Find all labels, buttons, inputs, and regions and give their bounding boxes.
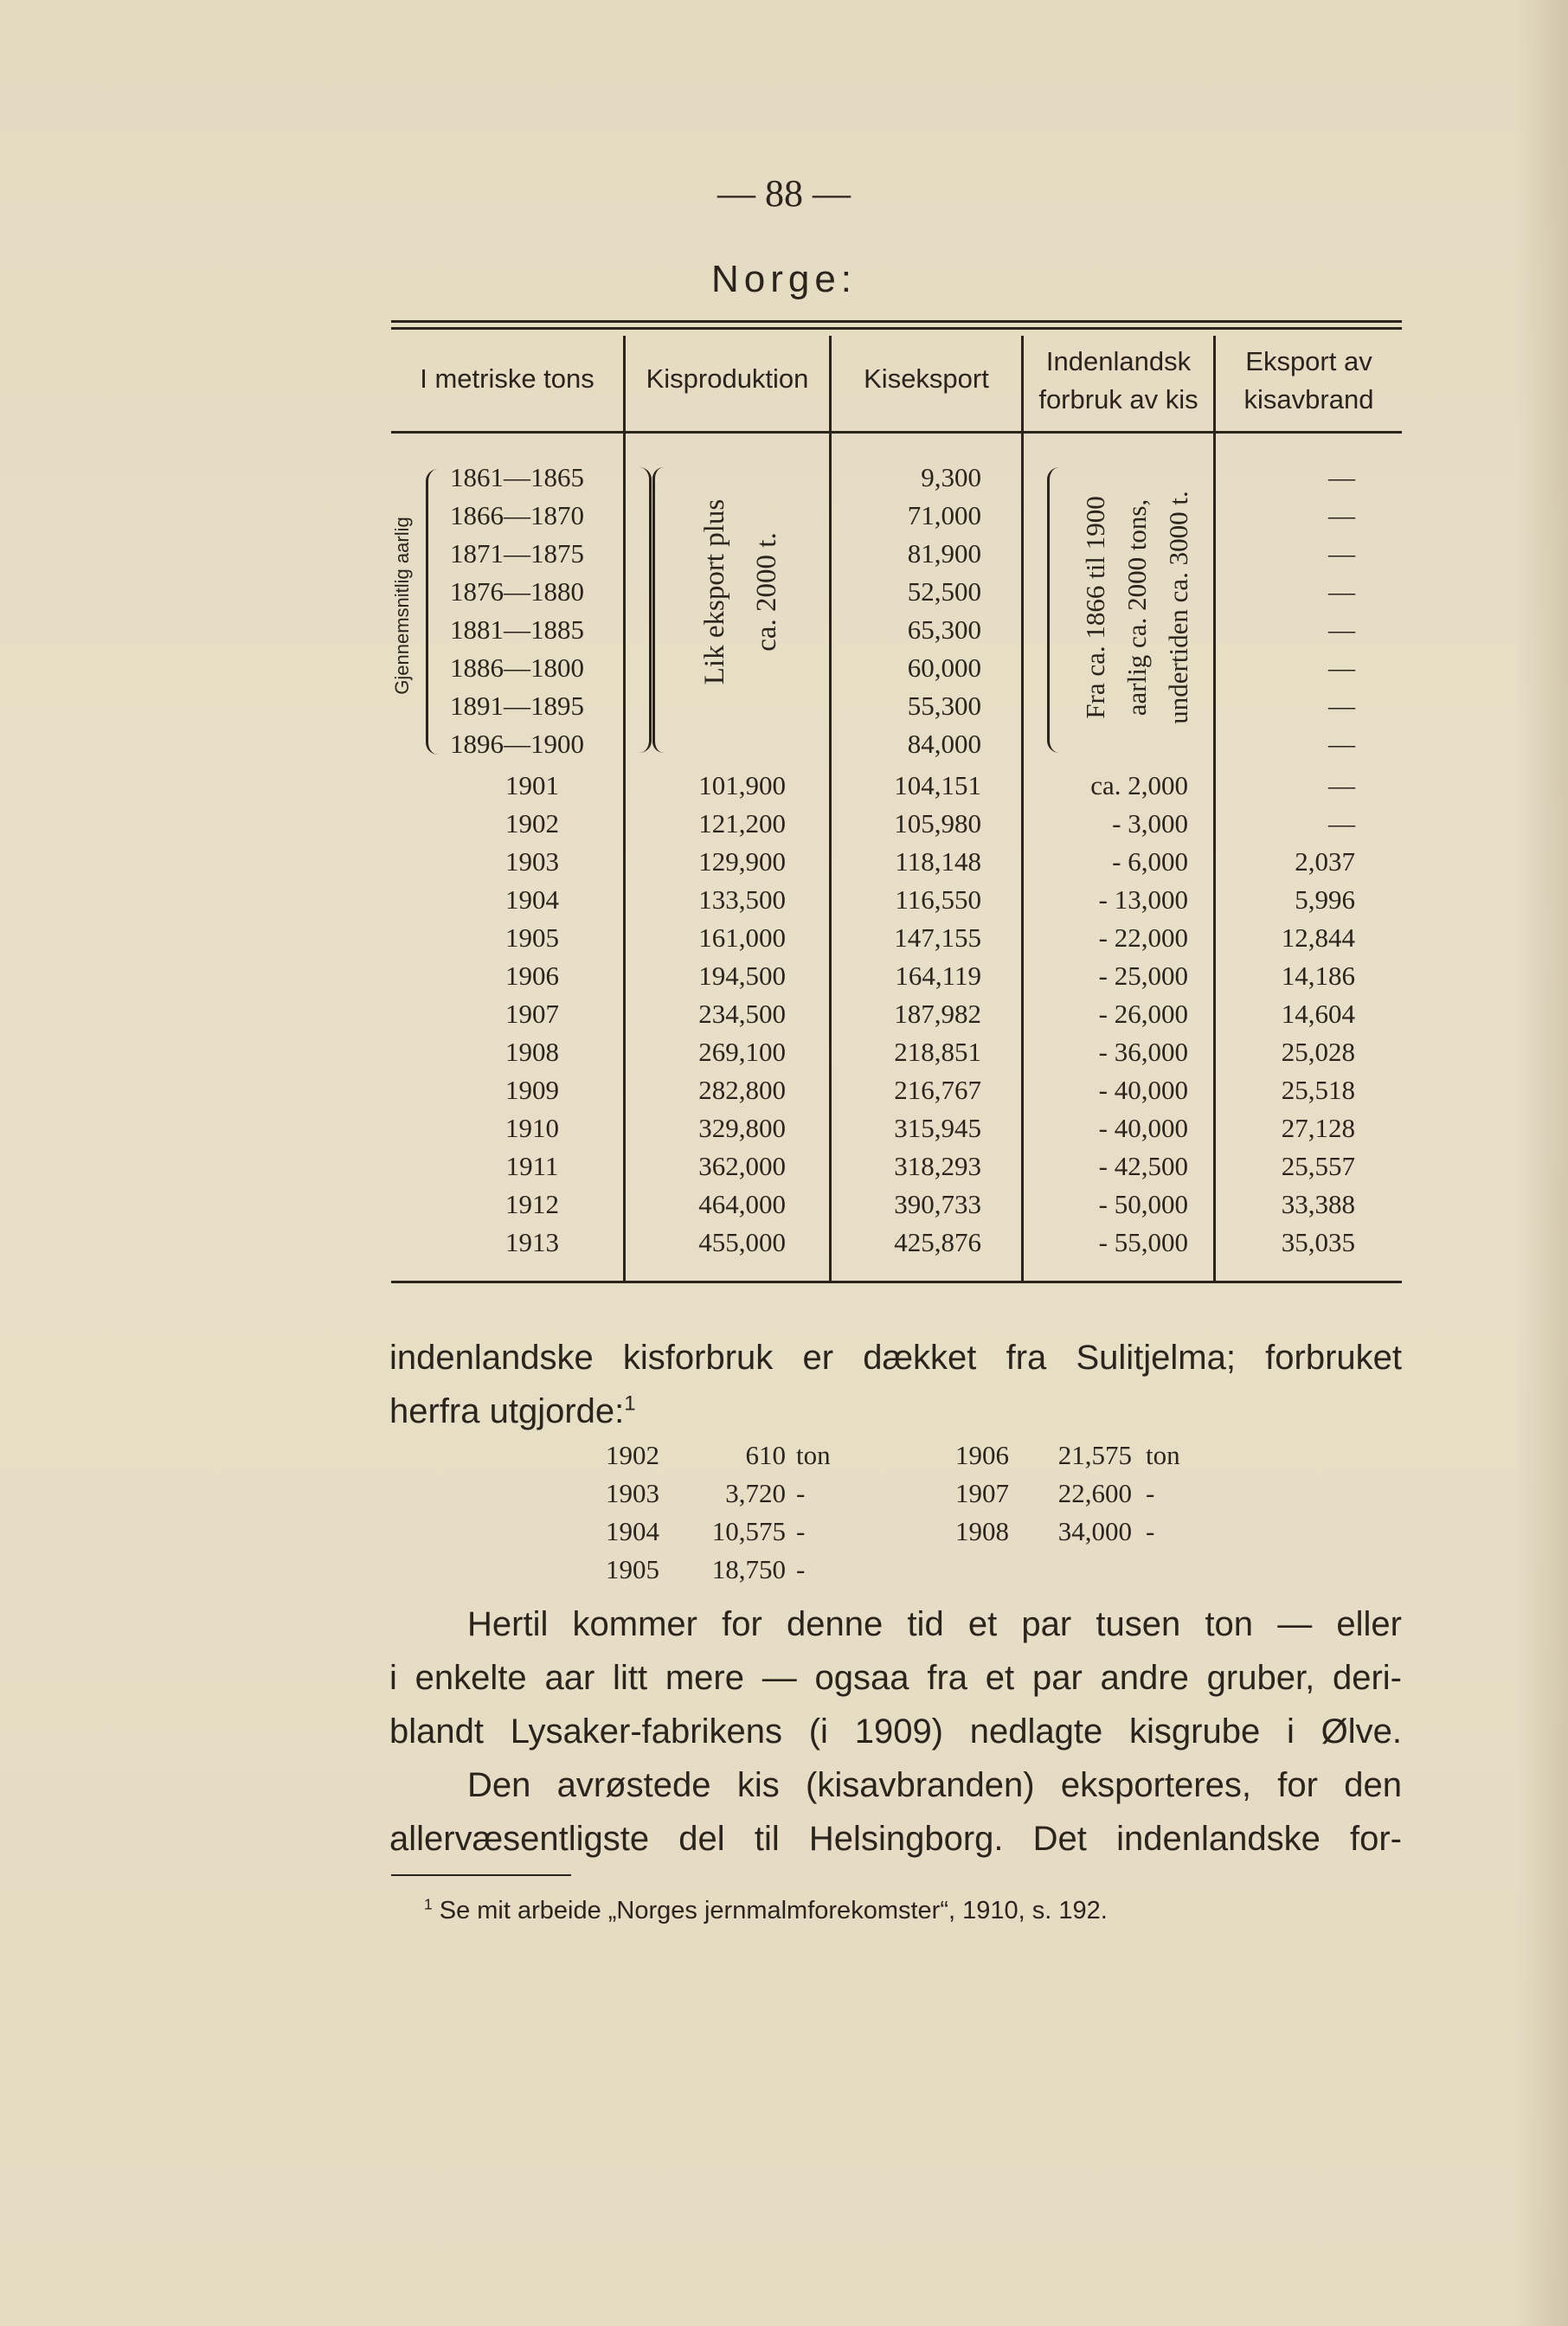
header-brand-line2: kisavbrand	[1243, 384, 1374, 414]
brand-value: —	[1328, 691, 1355, 721]
brand-value: 12,844	[1281, 922, 1355, 953]
export-value: 390,733	[894, 1189, 981, 1219]
sulitjelma-year: 1904	[606, 1516, 659, 1546]
sulitjelma-unit: ton	[796, 1440, 831, 1470]
brand-value: 2,037	[1295, 846, 1355, 877]
average-side-label: Gjennemsnitlig aarlig	[391, 517, 413, 695]
brand-value: 27,128	[1281, 1113, 1355, 1143]
section-title: Norge:	[710, 258, 858, 300]
production-value: 129,900	[698, 846, 786, 877]
brand-value: —	[1328, 614, 1355, 645]
header-domestic-line2: forbruk av kis	[1038, 384, 1198, 414]
export-value: 318,293	[894, 1151, 981, 1181]
export-value: 187,982	[894, 999, 981, 1029]
paragraph-line: i enkelte aar litt mere — ogsaa fra et par andre gruber, deri-	[389, 1659, 1402, 1697]
sulitjelma-unit: -	[796, 1478, 806, 1508]
sulitjelma-year: 1905	[606, 1554, 659, 1584]
brand-value: 14,186	[1281, 961, 1355, 991]
domestic-value: - 13,000	[1098, 884, 1188, 915]
production-value: 329,800	[698, 1113, 786, 1143]
domestic-note-line2: aarlig ca. 2000 tons,	[1121, 498, 1152, 716]
sulitjelma-year: 1907	[955, 1478, 1009, 1508]
sulitjelma-amount: 10,575	[711, 1516, 786, 1546]
sulitjelma-amount: 22,600	[1057, 1478, 1132, 1508]
year-label: 1907	[505, 999, 559, 1029]
year-label: 1913	[505, 1227, 559, 1257]
table-top-rule	[391, 320, 1402, 323]
page-number: — 88 —	[717, 172, 851, 215]
production-note-line2: ca. 2000 t.	[751, 532, 782, 652]
domestic-value: - 36,000	[1098, 1037, 1188, 1067]
sulitjelma-year: 1903	[606, 1478, 659, 1508]
year-label: 1903	[505, 846, 559, 877]
export-value: 81,900	[907, 538, 981, 569]
brand-value: —	[1328, 652, 1355, 683]
production-value: 269,100	[698, 1037, 786, 1067]
export-value: 118,148	[895, 846, 981, 877]
column-divider	[1021, 336, 1024, 1281]
sulitjelma-amount: 34,000	[1057, 1516, 1132, 1546]
header-metric-tons: I metriske tons	[420, 363, 594, 394]
brand-value: 14,604	[1281, 999, 1355, 1029]
period-label: 1866—1870	[450, 500, 584, 530]
export-value: 71,000	[907, 500, 981, 530]
domestic-value: - 50,000	[1098, 1189, 1188, 1219]
footnote-number: 1	[424, 1895, 433, 1913]
year-label: 1912	[505, 1189, 559, 1219]
export-value: 164,119	[895, 961, 981, 991]
period-label: 1876—1880	[450, 576, 584, 607]
footnote-text: Se mit arbeide „Norges jernmalmforekomster“, 1910, s. 192.	[439, 1897, 1108, 1924]
export-value: 104,151	[894, 770, 981, 800]
average-bracket	[426, 469, 440, 755]
domestic-value: - 40,000	[1098, 1075, 1188, 1105]
period-label: 1886—1800	[450, 652, 584, 683]
production-value: 194,500	[698, 961, 786, 991]
production-value: 464,000	[698, 1189, 786, 1219]
year-label: 1908	[505, 1037, 559, 1067]
year-label: 1901	[505, 770, 559, 800]
production-note-line1: Lik eksport plus	[699, 498, 730, 685]
footnote-rule	[391, 1874, 571, 1876]
domestic-value: - 3,000	[1112, 808, 1188, 839]
production-note-bracket	[637, 467, 652, 753]
export-value: 218,851	[894, 1037, 981, 1067]
brand-value: 25,028	[1281, 1037, 1355, 1067]
sulitjelma-amount: 18,750	[711, 1554, 786, 1584]
domestic-value: - 55,000	[1098, 1227, 1188, 1257]
domestic-note-line3: undertiden ca. 3000 t.	[1163, 491, 1193, 724]
export-value: 9,300	[921, 462, 981, 492]
brand-value: —	[1328, 576, 1355, 607]
brand-value: 25,518	[1281, 1075, 1355, 1105]
production-value: 133,500	[698, 884, 786, 915]
domestic-value: ca. 2,000	[1090, 770, 1188, 800]
sulitjelma-unit: -	[796, 1516, 806, 1546]
sulitjelma-year: 1908	[955, 1516, 1009, 1546]
export-value: 60,000	[907, 652, 981, 683]
sulitjelma-amount: 21,575	[1057, 1440, 1132, 1470]
brand-value: —	[1328, 538, 1355, 569]
brand-value: 5,996	[1295, 884, 1355, 915]
export-value: 52,500	[907, 576, 981, 607]
production-note-bracket-left	[652, 467, 664, 753]
export-value: 425,876	[894, 1227, 981, 1257]
sulitjelma-unit: -	[1146, 1516, 1155, 1546]
header-production: Kisproduktion	[646, 363, 809, 394]
sulitjelma-amount: 610	[745, 1440, 786, 1470]
paragraph-line: indenlandske kisforbruk er dækket fra Sulitjelma; forbruket	[389, 1339, 1402, 1377]
brand-value: 33,388	[1281, 1189, 1355, 1219]
brand-value: —	[1328, 500, 1355, 530]
brand-value: —	[1328, 462, 1355, 492]
sulitjelma-year: 1902	[606, 1440, 659, 1470]
year-label: 1904	[505, 884, 559, 915]
production-value: 101,900	[698, 770, 786, 800]
brand-value: 25,557	[1281, 1151, 1355, 1181]
period-label: 1861—1865	[450, 462, 584, 492]
paragraph-line: allervæsentligste del til Helsingborg. Det indenlandske for-	[389, 1820, 1402, 1858]
table-bottom-rule	[391, 1281, 1402, 1283]
sulitjelma-amount: 3,720	[725, 1478, 786, 1508]
export-value: 105,980	[894, 808, 981, 839]
header-export: Kiseksport	[864, 363, 989, 394]
production-value: 282,800	[698, 1075, 786, 1105]
production-value: 362,000	[698, 1151, 786, 1181]
export-value: 116,550	[895, 884, 981, 915]
period-label: 1896—1900	[450, 729, 584, 759]
year-label: 1910	[505, 1113, 559, 1143]
domestic-value: - 6,000	[1112, 846, 1188, 877]
export-value: 65,300	[907, 614, 981, 645]
year-label: 1905	[505, 922, 559, 953]
domestic-value: - 22,000	[1098, 922, 1188, 953]
domestic-note-line1: Fra ca. 1866 til 1900	[1080, 496, 1110, 719]
export-value: 315,945	[894, 1113, 981, 1143]
domestic-value: - 26,000	[1098, 999, 1188, 1029]
domestic-value: - 42,500	[1098, 1151, 1188, 1181]
brand-value: —	[1328, 729, 1355, 759]
header-domestic-line1: Indenlandsk	[1045, 346, 1192, 376]
sulitjelma-unit: -	[796, 1554, 806, 1584]
period-label: 1881—1885	[450, 614, 584, 645]
export-value: 84,000	[907, 729, 981, 759]
header-bottom-rule	[391, 431, 1402, 434]
footnote-marker: 1	[624, 1391, 636, 1416]
brand-value: —	[1328, 770, 1355, 800]
export-value: 216,767	[894, 1075, 981, 1105]
domestic-value: - 25,000	[1098, 961, 1188, 991]
header-brand-line1: Eksport av	[1245, 346, 1372, 376]
paragraph-line: Hertil kommer for denne tid et par tusen ton — eller	[467, 1605, 1402, 1643]
brand-value: 35,035	[1281, 1227, 1355, 1257]
table-top-rule-double	[391, 327, 1402, 330]
column-divider	[623, 336, 626, 1281]
export-value: 147,155	[894, 922, 981, 953]
sulitjelma-unit: ton	[1146, 1440, 1180, 1470]
sulitjelma-unit: -	[1146, 1478, 1155, 1508]
production-value: 234,500	[698, 999, 786, 1029]
production-value: 455,000	[698, 1227, 786, 1257]
brand-value: —	[1328, 808, 1355, 839]
year-label: 1911	[505, 1151, 559, 1181]
paragraph-line: blandt Lysaker-fabrikens (i 1909) nedlagte kisgrube i Ølve.	[389, 1712, 1402, 1751]
paragraph-line: Den avrøstede kis (kisavbranden) eksporteres, for den	[467, 1766, 1402, 1804]
paragraph-text: herfra utgjorde:	[389, 1392, 625, 1430]
domestic-note-bracket	[1047, 467, 1060, 753]
period-label: 1871—1875	[450, 538, 584, 569]
sulitjelma-year: 1906	[955, 1440, 1009, 1470]
year-label: 1909	[505, 1075, 559, 1105]
year-label: 1902	[505, 808, 559, 839]
period-label: 1891—1895	[450, 691, 584, 721]
domestic-value: - 40,000	[1098, 1113, 1188, 1143]
footnote	[424, 1893, 1376, 1928]
column-divider	[1213, 336, 1216, 1281]
export-value: 55,300	[907, 691, 981, 721]
year-label: 1906	[505, 961, 559, 991]
production-value: 121,200	[698, 808, 786, 839]
page-edge-shadow	[1516, 0, 1568, 2326]
production-value: 161,000	[698, 922, 786, 953]
paragraph-line	[389, 1385, 1402, 1438]
